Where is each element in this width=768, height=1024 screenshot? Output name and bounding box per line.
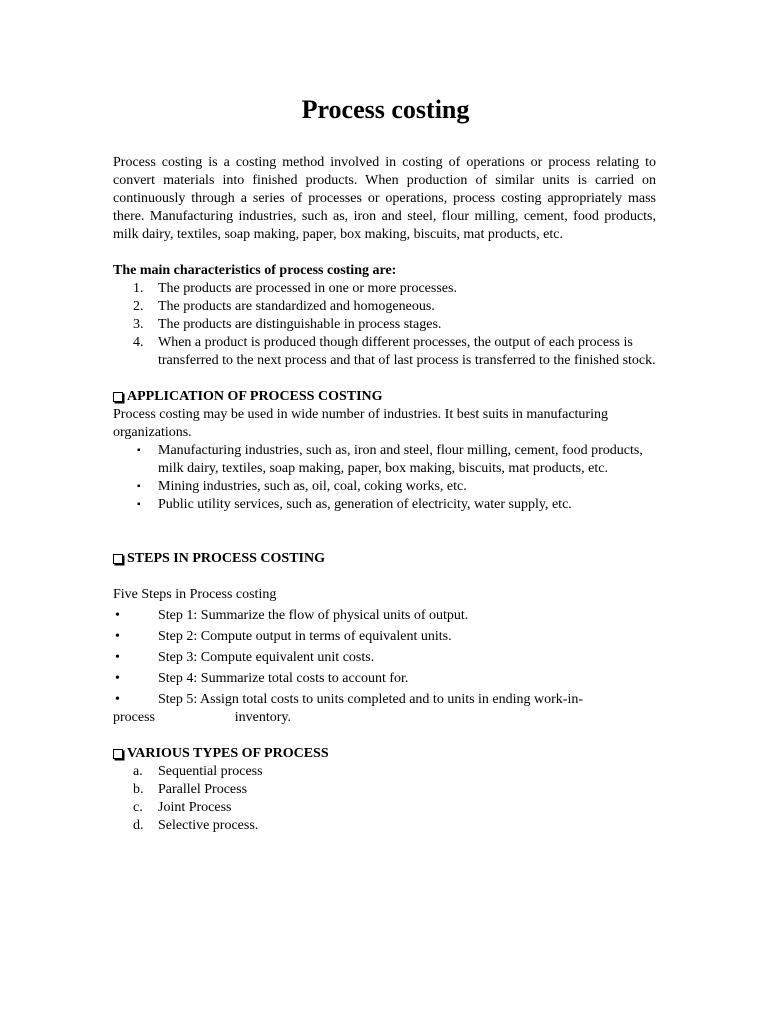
- characteristics-section: [113, 262, 656, 370]
- list-item: [113, 280, 656, 298]
- continuation-right: inventory.: [234, 710, 291, 725]
- list-item: [113, 649, 656, 667]
- list-item: [113, 781, 656, 799]
- list-item: [113, 628, 656, 646]
- list-item: [113, 334, 656, 370]
- list-item-text: Step 3: Compute equivalent unit costs.: [158, 650, 375, 665]
- bullet-icon: •: [115, 671, 120, 686]
- list-item-text: Selective process.: [158, 818, 259, 833]
- application-section: [113, 388, 656, 514]
- list-item-text: Step 5: Assign total costs to units completed and to units in ending work-in-: [158, 692, 584, 707]
- bullet-icon: •: [115, 692, 120, 707]
- list-marker: a.: [133, 764, 143, 779]
- list-item: [113, 496, 656, 514]
- list-item-text: Sequential process: [158, 764, 263, 779]
- list-marker: 1.: [133, 281, 144, 296]
- continuation-left: process: [113, 710, 155, 725]
- list-marker: c.: [133, 800, 143, 815]
- list-item: [113, 817, 656, 835]
- checkbox-icon: [113, 749, 123, 759]
- list-item-text: Manufacturing industries, such as, iron and steel, flour milling, cement, food products, milk dairy, textiles, soap making, paper, box making, biscuits, mat products, etc.: [158, 443, 643, 476]
- list-item-text: Step 4: Summarize total costs to account for.: [158, 671, 409, 686]
- bullet-icon: •: [115, 608, 120, 623]
- intro-paragraph: Process costing is a costing method involved in costing of operations or process relating to convert materials into finished products. When production of similar units is carried on continuously through a series of processes or operations, process costing appropriately mass there. Manufacturing industries, such as, iron and steel, flour milling, cement, food products, milk dairy, textiles, soap making, paper, box making, biscuits, mat products, etc.: [113, 155, 656, 242]
- checkbox-icon: [113, 554, 123, 564]
- list-item-text: Public utility services, such as, generation of electricity, water supply, etc.: [158, 497, 572, 512]
- list-item: [113, 799, 656, 817]
- application-list: [113, 442, 656, 514]
- list-item: [113, 607, 656, 625]
- list-item-text: The products are standardized and homogeneous.: [158, 299, 435, 314]
- list-item-text: Step 2: Compute output in terms of equivalent units.: [158, 629, 452, 644]
- list-marker: d.: [133, 818, 144, 833]
- list-item: [113, 298, 656, 316]
- types-list: [113, 763, 656, 835]
- list-item-text: The products are distinguishable in process stages.: [158, 317, 442, 332]
- bullet-icon: •: [115, 629, 120, 644]
- step-continuation: [113, 709, 291, 727]
- list-marker: 4.: [133, 335, 144, 350]
- list-item-text: The products are processed in one or more processes.: [158, 281, 457, 296]
- application-heading-text: APPLICATION OF PROCESS COSTING: [127, 389, 383, 404]
- square-bullet-icon: ▪: [137, 499, 141, 510]
- types-heading-text: VARIOUS TYPES OF PROCESS: [127, 746, 329, 761]
- list-item: [113, 691, 656, 709]
- characteristics-list: [113, 280, 656, 370]
- square-bullet-icon: ▪: [137, 481, 141, 492]
- steps-heading-text: STEPS IN PROCESS COSTING: [127, 551, 326, 566]
- application-paragraph: Process costing may be used in wide number of industries. It best suits in manufacturing organizations.: [113, 407, 608, 440]
- document-content: [113, 94, 656, 835]
- square-bullet-icon: ▪: [137, 445, 141, 456]
- list-item-text: Parallel Process: [158, 782, 248, 797]
- steps-intro: Five Steps in Process costing: [113, 587, 277, 602]
- characteristics-heading: The main characteristics of process costing are:: [113, 263, 397, 278]
- list-item: [113, 670, 656, 688]
- steps-section: [113, 550, 656, 727]
- steps-heading: [113, 550, 656, 568]
- page-title: Process costing: [301, 95, 470, 124]
- list-item-text: Step 1: Summarize the flow of physical units of output.: [158, 608, 469, 623]
- bullet-icon: •: [115, 650, 120, 665]
- list-item-text: When a product is produced though different processes, the output of each process is transferred to the next process and that of last process is transferred to the finished stock.: [158, 335, 656, 368]
- list-item: [113, 478, 656, 496]
- application-heading: [113, 388, 656, 406]
- list-item-text: Mining industries, such as, oil, coal, coking works, etc.: [158, 479, 467, 494]
- checkbox-icon: [113, 392, 123, 402]
- types-heading: [113, 745, 656, 763]
- types-section: [113, 745, 656, 835]
- list-marker: b.: [133, 782, 144, 797]
- list-item: [113, 763, 656, 781]
- list-marker: 3.: [133, 317, 144, 332]
- list-marker: 2.: [133, 299, 144, 314]
- list-item: [113, 442, 656, 478]
- list-item-text: Joint Process: [158, 800, 232, 815]
- list-item: [113, 316, 656, 334]
